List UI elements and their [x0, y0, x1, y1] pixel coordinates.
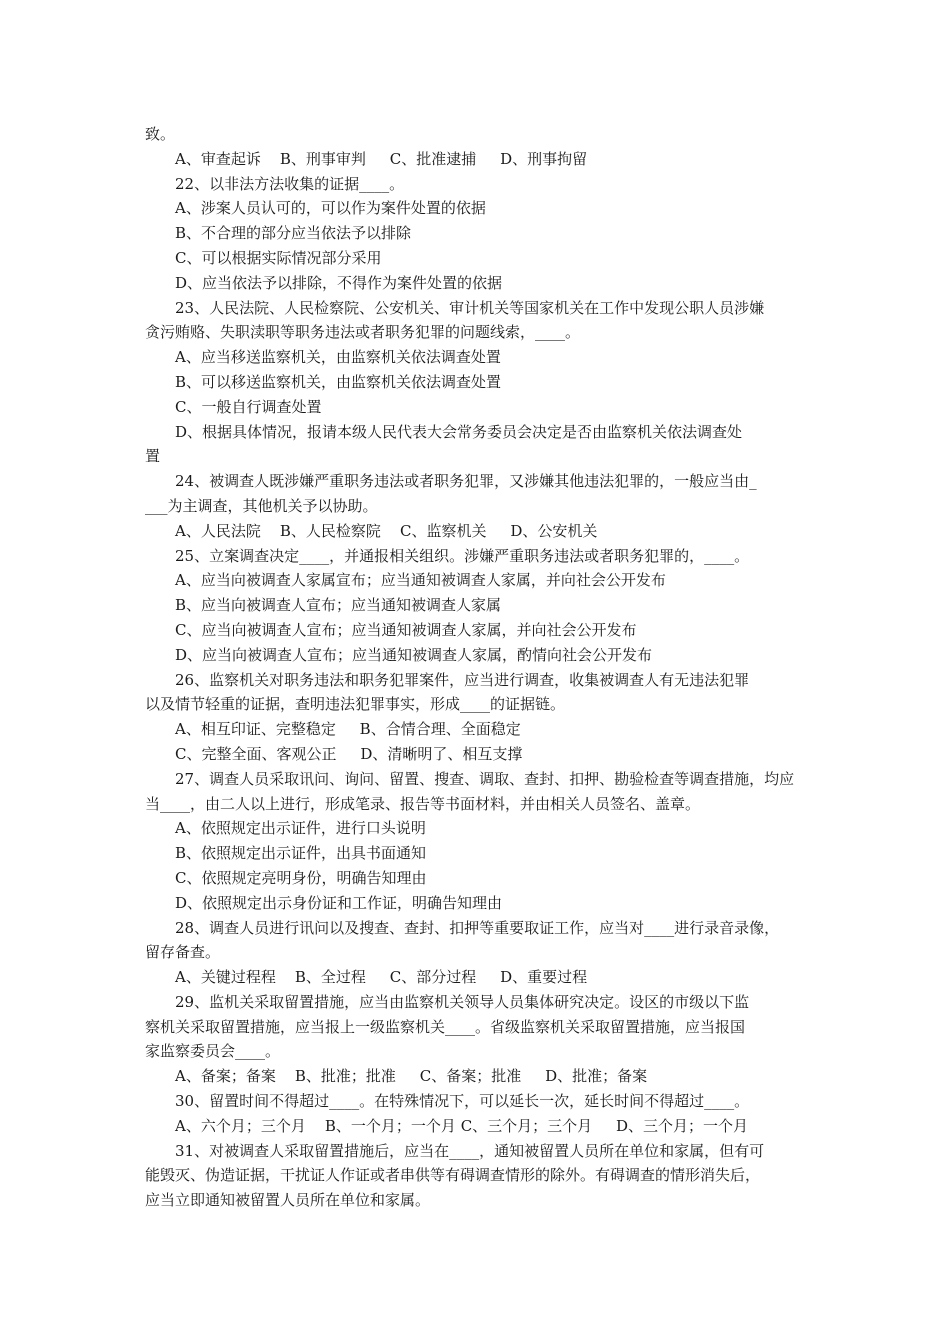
text-line: B、依照规定出示证件，出具书面通知	[175, 844, 427, 863]
text-line: A、人民法院 B、人民检察院 C、监察机关 D、公安机关	[175, 521, 598, 540]
text-line: A、六个月；三个月 B、一个月；一个月 C、三个月；三个月 D、三个月；一个月	[175, 1116, 749, 1135]
text-line: D、应当向被调查人宣布；应当通知被调查人家属，酌情向社会公开发布	[175, 645, 653, 664]
text-line: A、应当向被调查人家属宣布；应当通知被调查人家属，并向社会公开发布	[175, 571, 666, 590]
text-line: 察机关采取留置措施，应当报上一级监察机关____。省级监察机关采取留置措施，应当报国	[145, 1017, 746, 1036]
text-line: 30、留置时间不得超过____。在特殊情况下，可以延长一次，延长时间不得超过____。	[175, 1092, 750, 1111]
text-line: D、根据具体情况，报请本级人民代表大会常务委员会决定是否由监察机关依法调查处	[175, 422, 743, 441]
text-line: A、相互印证、完整稳定 B、合情合理、全面稳定	[175, 720, 521, 739]
text-line: C、依照规定亮明身份，明确告知理由	[175, 868, 427, 887]
text-line: 31、对被调查人采取留置措施后，应当在____，通知被留置人员所在单位和家属，但有可	[175, 1141, 765, 1160]
text-line: A、备案；备案 B、批准；批准 C、备案；批准 D、批准；备案	[175, 1067, 648, 1086]
text-line: 23、人民法院、人民检察院、公安机关、审计机关等国家机关在工作中发现公职人员涉嫌	[175, 298, 765, 317]
text-line: B、应当向被调查人宣布；应当通知被调查人家属	[175, 596, 502, 615]
text-line: A、依照规定出示证件，进行口头说明	[175, 819, 426, 838]
text-line: A、涉案人员认可的，可以作为案件处置的依据	[175, 199, 486, 218]
text-line: B、可以移送监察机关，由监察机关依法调查处置	[175, 372, 502, 391]
text-line: C、应当向被调查人宣布；应当通知被调查人家属，并向社会公开发布	[175, 620, 637, 639]
document-body	[145, 122, 813, 1213]
text-line: 当____，由二人以上进行，形成笔录、报告等书面材料，并由相关人员签名、盖章。	[145, 794, 701, 813]
text-line: 贪污贿赂、失职渎职等职务违法或者职务犯罪的问题线索，____。	[145, 323, 581, 342]
text-line: 24、被调查人既涉嫌严重职务违法或者职务犯罪，又涉嫌其他违法犯罪的，一般应当由_	[175, 472, 757, 491]
text-line: 26、监察机关对职务违法和职务犯罪案件，应当进行调查，收集被调查人有无违法犯罪	[175, 670, 750, 689]
text-line: 置	[145, 447, 161, 466]
text-line: C、可以根据实际情况部分采用	[175, 248, 382, 267]
text-line: A、关键过程程 B、全过程 C、部分过程 D、重要过程	[175, 968, 588, 987]
text-line: 能毁灭、伪造证据，干扰证人作证或者串供等有碍调查情形的除外。有碍调查的情形消失后，	[145, 1166, 761, 1185]
text-line: 25、立案调查决定____，并通报相关组织。涉嫌严重职务违法或者职务犯罪的，____。	[175, 546, 750, 565]
text-line: 致。	[145, 125, 176, 143]
text-line: 22、以非法方法收集的证据____。	[175, 174, 405, 193]
text-line: A、应当移送监察机关，由监察机关依法调查处置	[175, 348, 501, 367]
text-line: 家监察委员会____。	[145, 1042, 281, 1061]
text-line: B、不合理的部分应当依法予以排除	[175, 224, 412, 243]
text-line: C、完整全面、客观公正 D、清晰明了、相互支撑	[175, 744, 523, 763]
text-line: 应当立即通知被留置人员所在单位和家属。	[145, 1191, 431, 1210]
text-line: 28、调查人员进行讯问以及搜查、查封、扣押等重要取证工作，应当对____进行录音录像，	[175, 918, 780, 937]
text-line: ___为主调查，其他机关予以协助。	[145, 496, 378, 515]
text-line: A、审查起诉 B、刑事审判 C、批准逮捕 D、刑事拘留	[175, 149, 588, 168]
text-line: 29、监机关采取留置措施，应当由监察机关领导人员集体研究决定。设区的市级以下监	[175, 992, 750, 1011]
text-line: C、一般自行调查处置	[175, 397, 322, 416]
text-line: 以及情节轻重的证据，查明违法犯罪事实，形成____的证据链。	[145, 695, 566, 714]
text-line: 留存备查。	[145, 943, 221, 962]
text-line: D、应当依法予以排除，不得作为案件处置的依据	[175, 273, 503, 292]
text-line: 27、调查人员采取讯问、询问、留置、搜查、调取、查封、扣押、勘验检查等调查措施，均应	[175, 769, 795, 788]
text-line: D、依照规定出示身份证和工作证，明确告知理由	[175, 893, 503, 912]
